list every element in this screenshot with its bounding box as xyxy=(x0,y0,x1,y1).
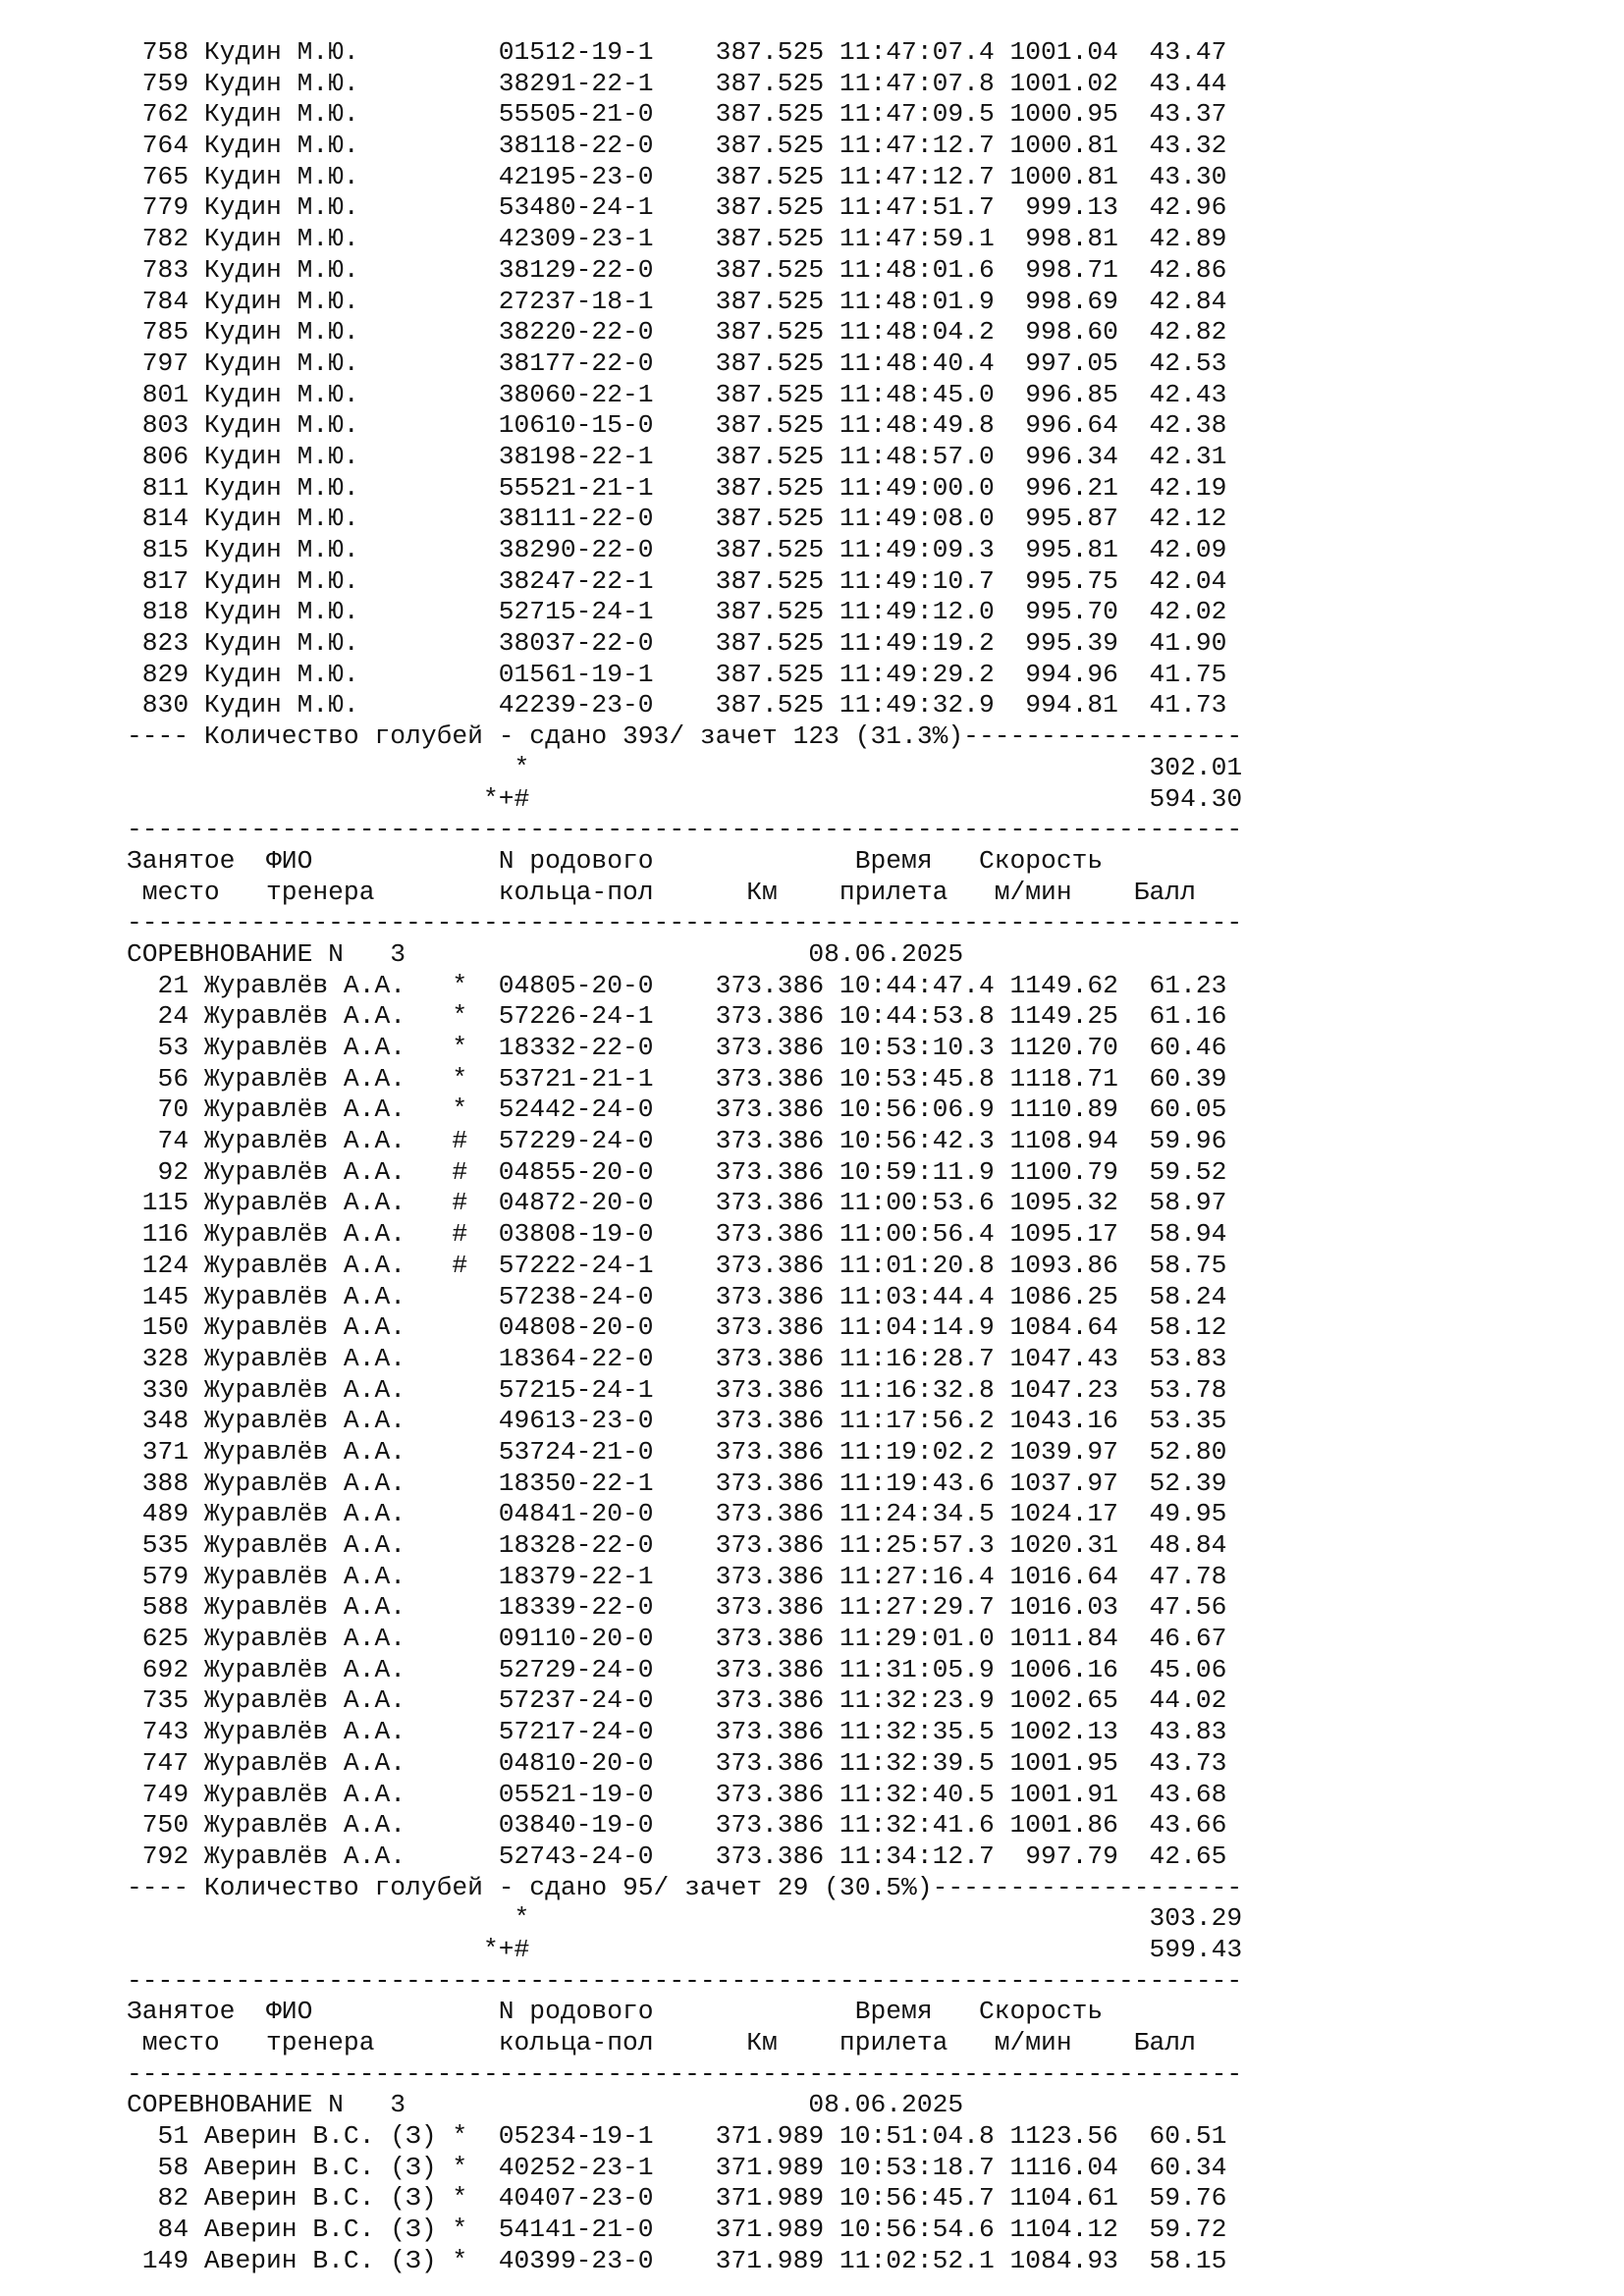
text-line: 371 Журавлёв А.А. 53724-21-0 373.386 11:19:02.2 1039.97 52.80 xyxy=(127,1436,1227,1467)
text-line: 84 Аверин В.С. (З) * 54141-21-0 371.989 10:56:54.6 1104.12 59.72 xyxy=(127,2215,1227,2245)
text-line: 58 Аверин В.С. (З) * 40252-23-1 371.989 10:53:18.7 1116.04 60.34 xyxy=(127,2152,1227,2182)
text-line: 829 Кудин М.Ю. 01561-19-1 387.525 11:49:29.2 994.96 41.75 xyxy=(127,659,1227,689)
text-line: 328 Журавлёв А.А. 18364-22-0 373.386 11:16:28.7 1047.43 53.83 xyxy=(127,1343,1227,1373)
text-line: 764 Кудин М.Ю. 38118-22-0 387.525 11:47:12.7 1000.81 43.32 xyxy=(127,131,1227,161)
text-line: 814 Кудин М.Ю. 38111-22-0 387.525 11:49:08.0 995.87 42.12 xyxy=(127,504,1227,534)
text-line: 784 Кудин М.Ю. 27237-18-1 387.525 11:48:01.9 998.69 42.84 xyxy=(127,286,1227,316)
text-line: 53 Журавлёв А.А. * 18332-22-0 373.386 10:53:10.3 1120.70 60.46 xyxy=(127,1033,1227,1062)
text-line: 579 Журавлёв А.А. 18379-22-1 373.386 11:27:16.4 1016.64 47.78 xyxy=(127,1561,1227,1591)
text-line: место тренера кольца-пол Км прилета м/мин Балл xyxy=(127,877,1196,907)
text-line: Занятое ФИО N родового Время Скорость xyxy=(127,845,1104,876)
text-line: ------------------------------------------------------------------------ xyxy=(127,2058,1243,2089)
text-line: 116 Журавлёв А.А. # 03808-19-0 373.386 11:00:56.4 1095.17 58.94 xyxy=(127,1219,1227,1250)
text-line: 588 Журавлёв А.А. 18339-22-0 373.386 11:27:29.7 1016.03 47.56 xyxy=(127,1592,1227,1623)
text-line: 818 Кудин М.Ю. 52715-24-1 387.525 11:49:12.0 995.70 42.02 xyxy=(127,597,1227,627)
text-line: 70 Журавлёв А.А. * 52442-24-0 373.386 10:56:06.9 1110.89 60.05 xyxy=(127,1095,1227,1125)
text-line: * 302.01 xyxy=(127,752,1243,782)
text-line: 330 Журавлёв А.А. 57215-24-1 373.386 11:16:32.8 1047.23 53.78 xyxy=(127,1374,1227,1405)
results-printout xyxy=(127,37,1242,2277)
text-line: * 303.29 xyxy=(127,1903,1243,1934)
text-line: 92 Журавлёв А.А. # 04855-20-0 373.386 10:59:11.9 1100.79 59.52 xyxy=(127,1156,1227,1187)
text-line: ------------------------------------------------------------------------ xyxy=(127,1965,1243,1996)
text-line: 150 Журавлёв А.А. 04808-20-0 373.386 11:04:14.9 1084.64 58.12 xyxy=(127,1312,1227,1343)
text-line: ---- Количество голубей - сдано 393/ зачет 123 (31.3%)------------------ xyxy=(127,721,1243,752)
text-line: 815 Кудин М.Ю. 38290-22-0 387.525 11:49:09.3 995.81 42.09 xyxy=(127,535,1227,564)
text-line: 82 Аверин В.С. (З) * 40407-23-0 371.989 10:56:45.7 1104.61 59.76 xyxy=(127,2183,1227,2214)
text-line: 823 Кудин М.Ю. 38037-22-0 387.525 11:49:19.2 995.39 41.90 xyxy=(127,628,1227,659)
text-line: место тренера кольца-пол Км прилета м/мин Балл xyxy=(127,2028,1196,2057)
text-line: 758 Кудин М.Ю. 01512-19-1 387.525 11:47:07.4 1001.04 43.47 xyxy=(127,37,1227,67)
text-line: 24 Журавлёв А.А. * 57226-24-1 373.386 10:44:53.8 1149.25 61.16 xyxy=(127,1001,1227,1032)
text-line: 124 Журавлёв А.А. # 57222-24-1 373.386 11:01:20.8 1093.86 58.75 xyxy=(127,1250,1227,1280)
text-line: 759 Кудин М.Ю. 38291-22-1 387.525 11:47:07.8 1001.02 43.44 xyxy=(127,68,1227,98)
text-line: 56 Журавлёв А.А. * 53721-21-1 373.386 10:53:45.8 1118.71 60.39 xyxy=(127,1063,1227,1094)
text-line: СОРЕВНОВАНИЕ N 3 08.06.2025 xyxy=(127,2090,964,2120)
text-line: 21 Журавлёв А.А. * 04805-20-0 373.386 10:44:47.4 1149.62 61.23 xyxy=(127,970,1227,1000)
text-line: 797 Кудин М.Ю. 38177-22-0 387.525 11:48:40.4 997.05 42.53 xyxy=(127,347,1227,378)
text-line: 749 Журавлёв А.А. 05521-19-0 373.386 11:32:40.5 1001.91 43.68 xyxy=(127,1779,1227,1809)
text-line: 747 Журавлёв А.А. 04810-20-0 373.386 11:32:39.5 1001.95 43.73 xyxy=(127,1747,1227,1778)
text-line: 348 Журавлёв А.А. 49613-23-0 373.386 11:17:56.2 1043.16 53.35 xyxy=(127,1406,1227,1436)
text-line: ------------------------------------------------------------------------ xyxy=(127,908,1243,938)
text-line: 149 Аверин В.С. (З) * 40399-23-0 371.989 11:02:52.1 1084.93 58.15 xyxy=(127,2245,1227,2275)
text-line: 750 Журавлёв А.А. 03840-19-0 373.386 11:32:41.6 1001.86 43.66 xyxy=(127,1810,1227,1841)
text-line: 762 Кудин М.Ю. 55505-21-0 387.525 11:47:09.5 1000.95 43.37 xyxy=(127,99,1227,130)
text-line: 74 Журавлёв А.А. # 57229-24-0 373.386 10:56:42.3 1108.94 59.96 xyxy=(127,1126,1227,1156)
text-line: ---- Количество голубей - сдано 95/ зачет 29 (30.5%)-------------------- xyxy=(127,1872,1243,1902)
text-line: 801 Кудин М.Ю. 38060-22-1 387.525 11:48:45.0 996.85 42.43 xyxy=(127,379,1227,409)
text-line: 51 Аверин В.С. (З) * 05234-19-1 371.989 10:51:04.8 1123.56 60.51 xyxy=(127,2121,1227,2152)
text-line: 803 Кудин М.Ю. 10610-15-0 387.525 11:48:49.8 996.64 42.38 xyxy=(127,410,1227,441)
text-line: 830 Кудин М.Ю. 42239-23-0 387.525 11:49:32.9 994.81 41.73 xyxy=(127,690,1227,721)
text-line: 806 Кудин М.Ю. 38198-22-1 387.525 11:48:57.0 996.34 42.31 xyxy=(127,441,1227,471)
text-line: 625 Журавлёв А.А. 09110-20-0 373.386 11:29:01.0 1011.84 46.67 xyxy=(127,1624,1227,1654)
text-line: 783 Кудин М.Ю. 38129-22-0 387.525 11:48:01.6 998.71 42.86 xyxy=(127,254,1227,285)
text-line: 779 Кудин М.Ю. 53480-24-1 387.525 11:47:51.7 999.13 42.96 xyxy=(127,192,1227,223)
text-line: 115 Журавлёв А.А. # 04872-20-0 373.386 11:00:53.6 1095.32 58.97 xyxy=(127,1188,1227,1218)
text-line: 765 Кудин М.Ю. 42195-23-0 387.525 11:47:12.7 1000.81 43.30 xyxy=(127,161,1227,191)
text-line: ------------------------------------------------------------------------ xyxy=(127,815,1243,845)
text-line: Занятое ФИО N родового Время Скорость xyxy=(127,1997,1104,2027)
text-line: *+# 594.30 xyxy=(127,783,1243,814)
text-line: 817 Кудин М.Ю. 38247-22-1 387.525 11:49:10.7 995.75 42.04 xyxy=(127,565,1227,596)
text-line: 535 Журавлёв А.А. 18328-22-0 373.386 11:25:57.3 1020.31 48.84 xyxy=(127,1530,1227,1560)
text-line: 792 Журавлёв А.А. 52743-24-0 373.386 11:34:12.7 997.79 42.65 xyxy=(127,1841,1227,1871)
text-line: 782 Кудин М.Ю. 42309-23-1 387.525 11:47:59.1 998.81 42.89 xyxy=(127,224,1227,254)
text-line: 145 Журавлёв А.А. 57238-24-0 373.386 11:03:44.4 1086.25 58.24 xyxy=(127,1281,1227,1311)
text-line: 735 Журавлёв А.А. 57237-24-0 373.386 11:32:23.9 1002.65 44.02 xyxy=(127,1685,1227,1716)
text-line: 692 Журавлёв А.А. 52729-24-0 373.386 11:31:05.9 1006.16 45.06 xyxy=(127,1654,1227,1684)
text-line: 388 Журавлёв А.А. 18350-22-1 373.386 11:19:43.6 1037.97 52.39 xyxy=(127,1468,1227,1498)
text-line: 811 Кудин М.Ю. 55521-21-1 387.525 11:49:00.0 996.21 42.19 xyxy=(127,472,1227,503)
text-line: *+# 599.43 xyxy=(127,1934,1243,1964)
text-line: СОРЕВНОВАНИЕ N 3 08.06.2025 xyxy=(127,938,964,969)
text-line: 785 Кудин М.Ю. 38220-22-0 387.525 11:48:04.2 998.60 42.82 xyxy=(127,317,1227,347)
text-line: 489 Журавлёв А.А. 04841-20-0 373.386 11:24:34.5 1024.17 49.95 xyxy=(127,1499,1227,1529)
text-line: 743 Журавлёв А.А. 57217-24-0 373.386 11:32:35.5 1002.13 43.83 xyxy=(127,1717,1227,1747)
